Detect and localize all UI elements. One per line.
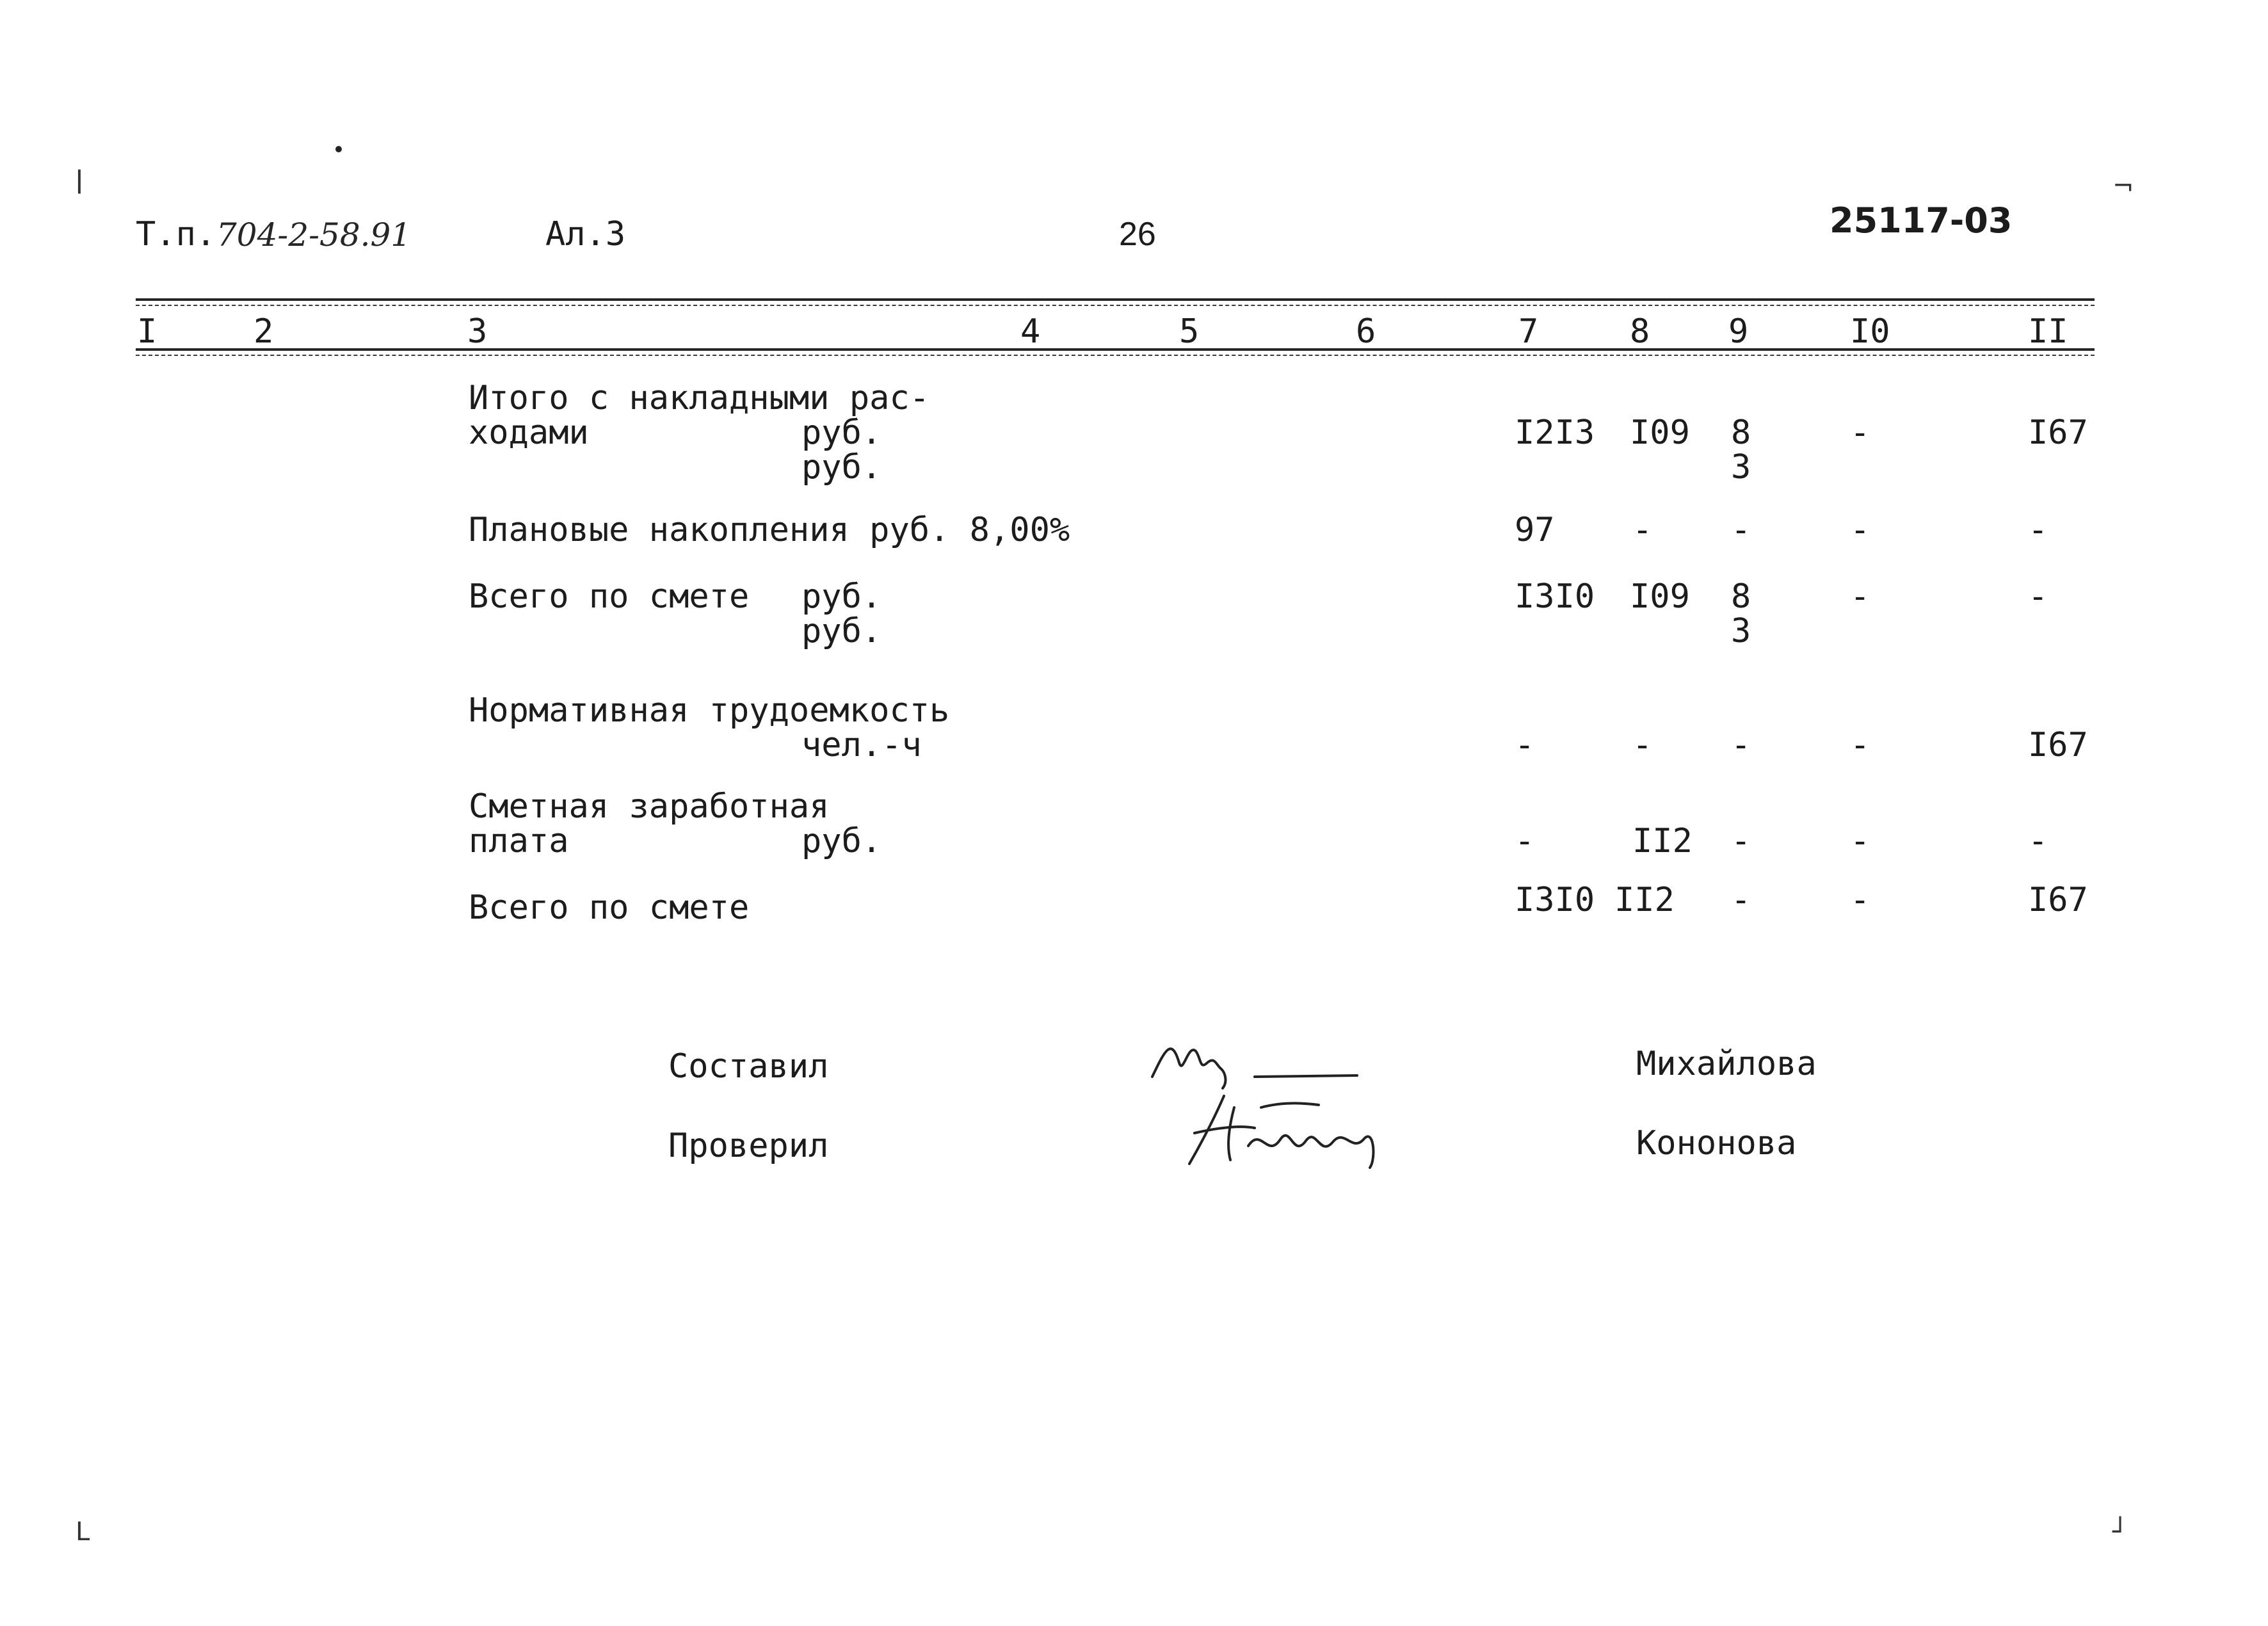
corner-mark-icon: ┘ [2112,1517,2128,1547]
row-label: Всего по смете [469,889,750,927]
column-header: 4 [1020,312,1041,351]
cell-col11: - [2028,822,2048,860]
row-unit: руб. [801,822,882,860]
column-header: 7 [1518,312,1539,351]
cell-col9: - [1731,822,1751,860]
signature-role: Проверил [668,1127,829,1165]
column-header: 2 [253,312,274,351]
cell-col11: - [2028,577,2048,616]
cell-col7: I3I0 [1515,577,1595,616]
column-header: 8 [1630,312,1650,351]
cell-col8: - [1632,726,1653,764]
cell-col7: - [1515,822,1535,860]
column-header: I [137,312,157,351]
cell-col8: I09 [1630,577,1690,616]
signature-name: Михайлова [1636,1045,1817,1083]
signature-role: Составил [668,1047,829,1086]
table-header-bottom-rule-double [136,355,2095,356]
row-label: ходами [469,414,589,452]
cell-col8: II2 [1614,881,1675,919]
signature-1-icon [1146,1024,1376,1095]
cell-col11: I67 [2028,726,2088,764]
row-label: Итого с накладными рас- [469,379,930,417]
page-number: 26 [1119,216,1156,253]
album-number: Ал.3 [545,215,626,254]
cell-col7: I3I0 [1515,881,1595,919]
corner-mark-icon: ǀ [76,165,83,195]
row-unit: руб. [801,448,882,487]
cell-col8: II2 [1632,822,1693,860]
cell-col8: I09 [1630,414,1690,452]
column-header: 5 [1179,312,1200,351]
cell-col10: - [1850,726,1870,764]
cell-col7: - [1515,726,1535,764]
signature-2-icon [1184,1088,1421,1171]
cell-col10: - [1850,822,1870,860]
project-number-handwritten: 704-2-58.91 [216,216,412,254]
cell-col9: - [1731,511,1751,549]
row-label: Всего по смете [469,577,750,616]
row-unit: руб. [801,577,882,616]
column-header: I0 [1850,312,1890,351]
cell-col11: I67 [2028,414,2088,452]
cell-col10: - [1850,414,1870,452]
cell-col11: I67 [2028,881,2088,919]
cell-col10: - [1850,511,1870,549]
row-unit: руб. [801,414,882,452]
cell-col9: 3 [1731,448,1751,487]
column-header: II [2028,312,2068,351]
row-unit: руб. [801,612,882,650]
cell-col9: 8 [1731,577,1751,616]
table-top-rule [136,298,2095,301]
cell-col10: - [1850,577,1870,616]
document-number: 25117-03 [1830,200,2013,241]
row-unit: чел.-ч [801,726,922,764]
ink-dot [335,146,342,152]
cell-col7: I2I3 [1515,414,1595,452]
cell-col9: - [1731,881,1751,919]
row-label: Плановые накопления руб. 8,00% [469,511,1070,549]
corner-mark-icon: L [76,1517,90,1547]
column-header: 3 [467,312,488,351]
column-header: 6 [1356,312,1376,351]
column-header: 9 [1728,312,1749,351]
row-label: плата [469,822,569,860]
corner-mark-icon: ¬ [2112,172,2134,201]
cell-col8: - [1632,511,1653,549]
cell-col11: - [2028,511,2048,549]
cell-col7: 97 [1515,511,1555,549]
cell-col10: - [1850,881,1870,919]
row-label: Сметная заработная [469,787,830,826]
cell-col9: 3 [1731,612,1751,650]
signature-name: Кононова [1636,1124,1797,1163]
row-label: Нормативная трудоемкость [469,691,950,730]
cell-col9: - [1731,726,1751,764]
header-prefix: Т.п. [136,215,216,254]
cell-col9: 8 [1731,414,1751,452]
table-top-rule-double [136,305,2095,306]
table-header-bottom-rule [136,348,2095,351]
